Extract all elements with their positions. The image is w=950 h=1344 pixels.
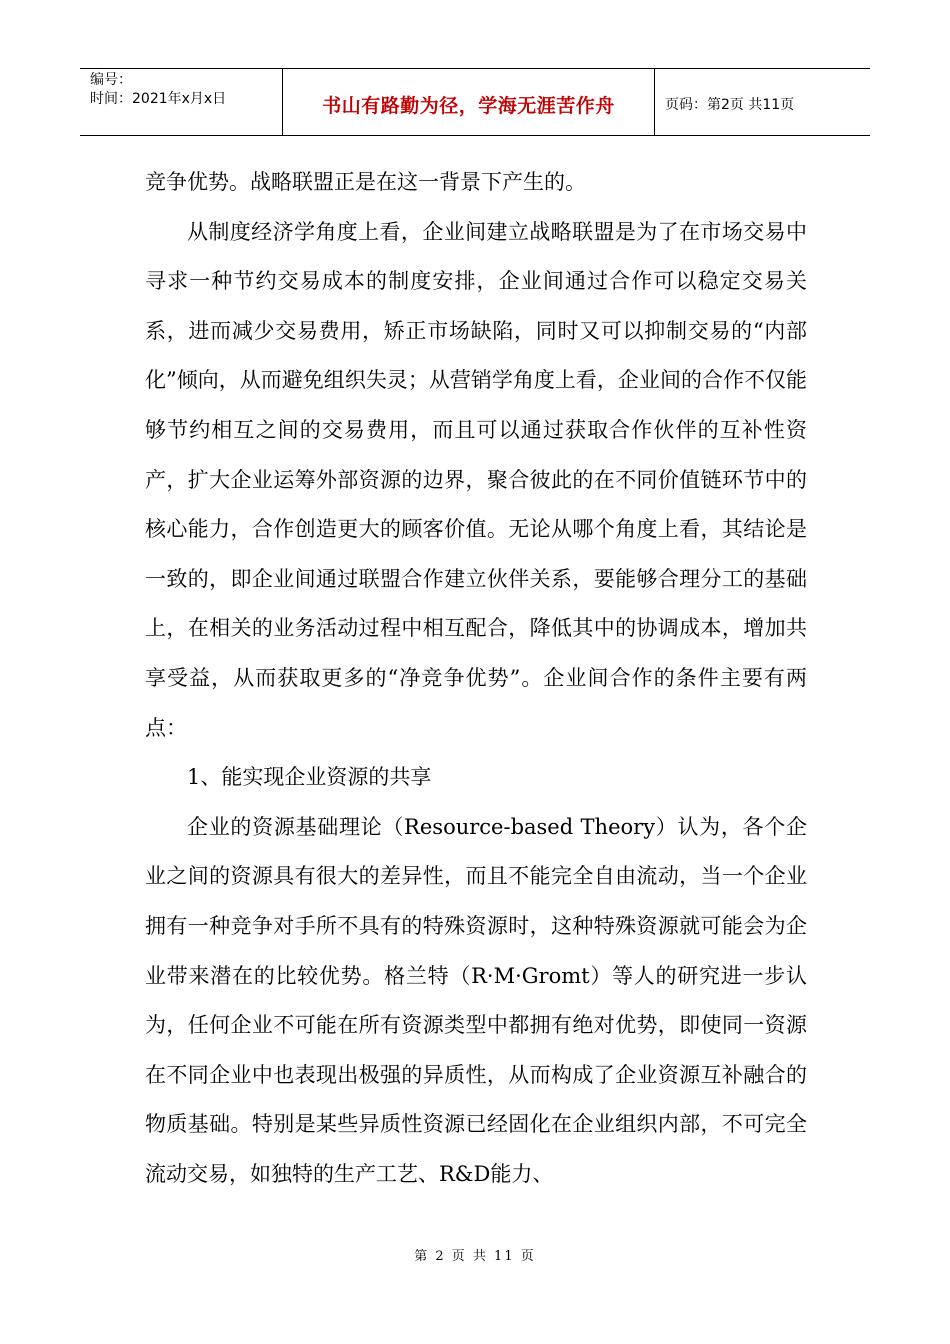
- page-header: [80, 68, 870, 136]
- page-footer: 第 2 页 共 11 页: [414, 1249, 536, 1264]
- document-number-label: 编号：: [90, 72, 132, 88]
- header-motto: 书山有路勤为径，学海无涯苦作舟: [322, 94, 615, 117]
- header-page-cell: [655, 69, 870, 135]
- document-time-label: 时间：2021年x月x日: [90, 91, 227, 107]
- body-paragraph-resource-theory: 企业的资源基础理论（Resource-based Theory）认为，各个企业之间的资源具有很大的差异性，而且不能完全自由流动，当一个企业拥有一种竞争对手所不具有的特殊资源时，这种特殊资源就可能会为企业带来潜在的比较优势。格兰特（R·M·Gromt）等人的研究进一步认为，任何企业不可能在所有资源类型中都拥有绝对优势，即使同一资源在不同企业中也表现出极强的异质性，从而构成了企业资源互补融合的物质基础。特别是某些异质性资源已经固化在企业组织内部，不可完全流动交易，如独特的生产工艺、R&D能力、: [145, 814, 807, 1186]
- header-meta-cell: [80, 69, 283, 135]
- header-motto-cell: [283, 69, 655, 135]
- header-page-number: 页码：第2页 共11页: [665, 97, 795, 113]
- body-paragraph-alliance-analysis: 从制度经济学角度上看，企业间建立战略联盟是为了在市场交易中寻求一种节约交易成本的制度安排，企业间通过合作可以稳定交易关系，进而减少交易费用，矫正市场缺陷，同时又可以抑制交易的“内部化”倾向，从而避免组织失灵；从营销学角度上看，企业间的合作不仅能够节约相互之间的交易费用，而且可以通过获取合作伙伴的互补性资产，扩大企业运筹外部资源的边界，聚合彼此的在不同价值链环节中的核心能力，合作创造更大的顾客价值。无论从哪个角度上看，其结论是一致的，即企业间通过联盟合作建立伙伴关系，要能够合理分工的基础上，在相关的业务活动过程中相互配合，降低其中的协调成本，增加共享受益，从而获取更多的“净竞争优势”。企业间合作的条件主要有两点：: [145, 219, 807, 740]
- section-heading-resource-sharing: 1、能实现企业资源的共享: [187, 765, 432, 790]
- document-body: [145, 158, 807, 1199]
- body-paragraph-continuation: 竞争优势。战略联盟正是在这一背景下产生的。: [145, 170, 586, 194]
